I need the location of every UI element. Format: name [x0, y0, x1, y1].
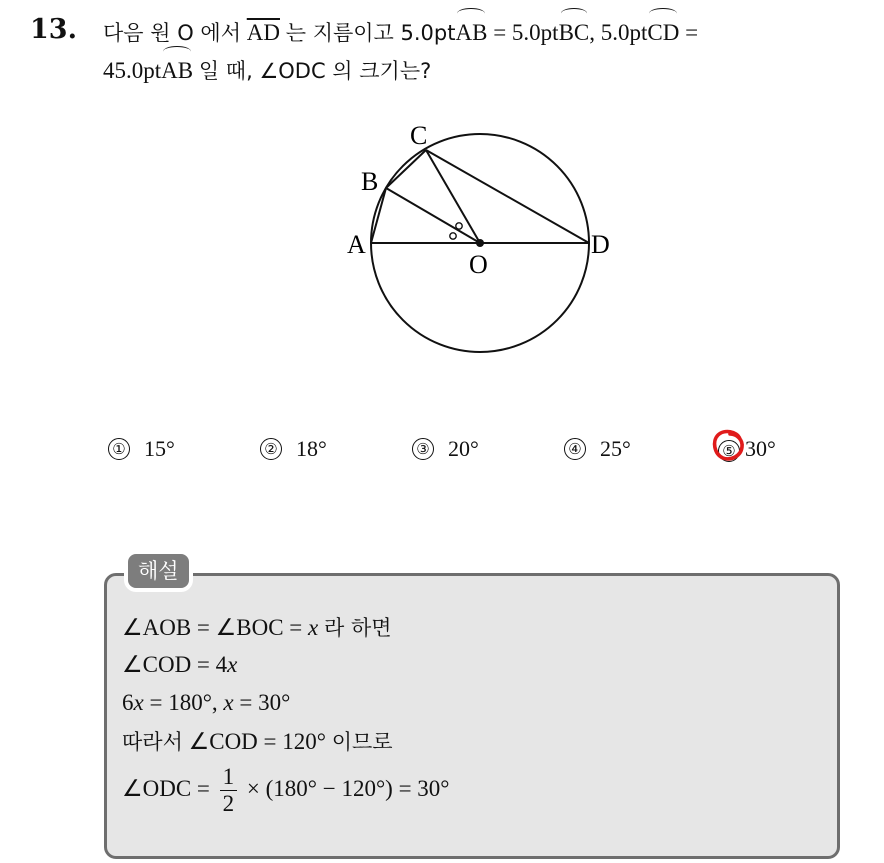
question-eq: =: [685, 20, 699, 45]
choice-3[interactable]: [412, 436, 479, 462]
question-lead: 다음 원 O 에서: [103, 21, 241, 45]
variable: x: [223, 690, 234, 715]
solution-line-2: [122, 652, 237, 678]
korean-text: 이므로: [331, 730, 393, 754]
label-c: C: [410, 121, 428, 150]
segment-ad: $\overline{AD}$: [246, 20, 280, 45]
center-point: [476, 239, 484, 247]
math-text: 6: [122, 690, 134, 715]
korean-text: 라 하면: [324, 616, 392, 640]
answer-choices: [108, 436, 828, 476]
math-text: ∠AOB = ∠BOC =: [122, 615, 309, 640]
math-text: ∠ODC =: [122, 775, 210, 801]
solution-line-5: [122, 764, 449, 817]
question-line2-pre: 45.0pt: [103, 58, 162, 83]
variable: x: [227, 652, 238, 677]
solution-line-1: [122, 612, 392, 642]
choice-value: 25°: [600, 436, 631, 461]
choice-value: 18°: [296, 436, 327, 461]
choice-1[interactable]: [108, 436, 175, 462]
radius-ob: [386, 188, 480, 243]
angle-mark-1: [450, 233, 456, 239]
math-text: = 30°: [233, 690, 291, 715]
choice-number: ④: [564, 438, 586, 460]
choice-number: ②: [260, 438, 282, 460]
solution-tab: 해설: [128, 554, 189, 588]
variable: x: [308, 615, 319, 640]
question-number: 13.: [30, 14, 77, 45]
question-mid3: , 5.0pt: [589, 20, 648, 45]
math-text: × (180° − 120°) = 30°: [246, 775, 450, 801]
math-text: ∠COD = 120°: [188, 729, 326, 754]
label-b: B: [361, 167, 379, 196]
label-o: O: [469, 250, 488, 279]
chord-bc: [386, 150, 426, 188]
fraction-denominator: 2: [222, 791, 235, 816]
label-d: D: [591, 230, 610, 259]
choice-2[interactable]: [260, 436, 327, 462]
variable: x: [133, 690, 144, 715]
choice-5[interactable]: [718, 436, 776, 462]
solution-line-3: [122, 690, 290, 716]
choice-number: ⑤: [718, 440, 740, 462]
chord-ab: [371, 188, 386, 243]
fraction: [220, 764, 238, 817]
math-text: = 180°,: [143, 690, 224, 715]
arc-ab-2: AB: [161, 52, 193, 89]
math-text: ∠COD = 4: [122, 652, 228, 677]
choice-number: ①: [108, 438, 130, 460]
arc-ab: AB: [455, 14, 487, 51]
question-mid1: 는 지름이고 5.0pt: [285, 21, 456, 45]
solution-line-4: [122, 726, 393, 756]
choice-value: 30°: [745, 436, 776, 461]
radius-oc: [426, 150, 480, 243]
angle-mark-2: [456, 223, 462, 229]
choice-number: ③: [412, 438, 434, 460]
circle-diagram: [330, 108, 630, 398]
question-line2-post: 일 때, ∠ODC 의 크기는?: [198, 59, 432, 83]
fraction-numerator: 1: [220, 764, 238, 791]
choice-value: 15°: [144, 436, 175, 461]
arc-cd: CD: [647, 14, 679, 51]
selected-answer-wrap: [718, 436, 745, 462]
korean-text: 따라서: [122, 730, 183, 754]
chord-cd: [426, 150, 589, 243]
choice-4[interactable]: [564, 436, 631, 462]
label-a: A: [347, 230, 366, 259]
choice-value: 20°: [448, 436, 479, 461]
question-mid2: = 5.0pt: [493, 20, 559, 45]
arc-bc: BC: [559, 14, 590, 51]
question-text: [103, 14, 873, 90]
